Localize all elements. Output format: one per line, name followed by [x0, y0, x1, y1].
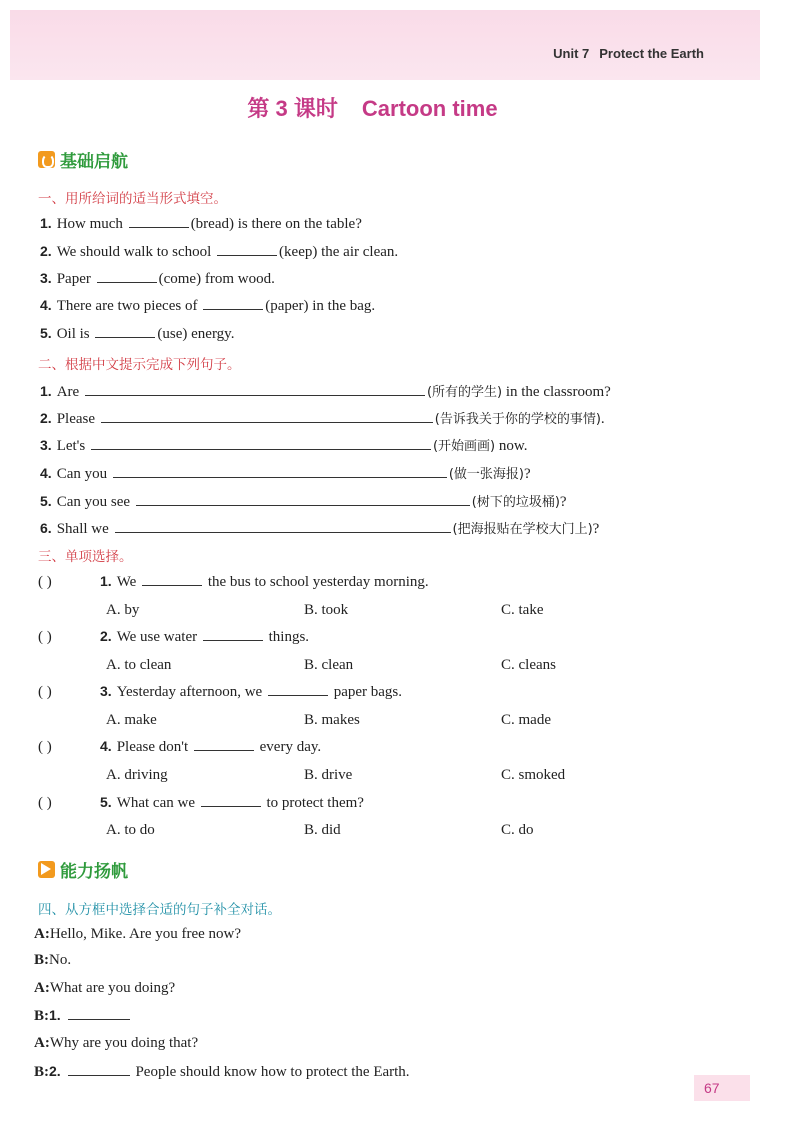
lesson-number: 第 3 课时	[247, 96, 338, 121]
fill-item-5: 5. Oil is (use) energy.	[40, 325, 235, 342]
part4-heading: 四、从方框中选择合适的句子补全对话。	[38, 902, 281, 918]
sail-icon	[38, 861, 55, 878]
part1-heading: 一、用所给词的适当形式填空。	[38, 191, 227, 207]
answer-blank[interactable]	[68, 1063, 130, 1076]
mc4-option-b[interactable]: B. drive	[304, 767, 353, 783]
mc2-option-a[interactable]: A. to clean	[106, 657, 172, 673]
mc5-option-b[interactable]: B. did	[304, 822, 341, 838]
answer-blank[interactable]	[217, 243, 277, 256]
unit-header	[553, 46, 704, 61]
answer-blank[interactable]	[115, 520, 451, 533]
lesson-title	[0, 92, 745, 123]
mc-item-5: ( ) 5. What can we to protect them?	[38, 794, 364, 811]
unit-label: Unit 7	[553, 46, 590, 61]
answer-blank[interactable]	[203, 628, 263, 641]
answer-blank[interactable]	[194, 738, 254, 751]
mc3-option-b[interactable]: B. makes	[304, 712, 360, 728]
mc5-option-c[interactable]: C. do	[501, 822, 534, 838]
mc3-option-c[interactable]: C. made	[501, 712, 551, 728]
section-ability-heading	[38, 857, 128, 882]
translate-item-4: 4. Can you (做一张海报)?	[40, 465, 531, 482]
mc2-option-b[interactable]: B. clean	[304, 657, 354, 673]
dialogue-line-3: A:What are you doing?	[34, 980, 176, 996]
section-ability-title: 能力扬帆	[60, 862, 128, 882]
dialogue-line-5: A:Why are you doing that?	[34, 1035, 199, 1051]
answer-blank[interactable]	[68, 1007, 130, 1020]
part2-heading: 二、根据中文提示完成下列句子。	[38, 357, 241, 373]
dialogue-line-4: B:1.	[34, 1007, 132, 1025]
fill-item-3: 3. Paper (come) from wood.	[40, 270, 275, 287]
page-number: 67	[694, 1075, 750, 1101]
mc1-option-c[interactable]: C. take	[501, 602, 544, 618]
answer-paren[interactable]: ( )	[38, 629, 52, 645]
answer-paren[interactable]: ( )	[38, 574, 52, 590]
answer-blank[interactable]	[113, 465, 447, 478]
mc2-option-c[interactable]: C. cleans	[501, 657, 556, 673]
footprint-icon	[38, 151, 55, 168]
mc-item-1: ( ) 1. We the bus to school yesterday morning.	[38, 573, 429, 590]
answer-blank[interactable]	[85, 383, 425, 396]
answer-blank[interactable]	[91, 437, 431, 450]
translate-item-2: 2. Please (告诉我关于你的学校的事情).	[40, 410, 605, 427]
mc4-option-c[interactable]: C. smoked	[501, 767, 566, 783]
answer-blank[interactable]	[142, 573, 202, 586]
translate-item-1: 1. Are (所有的学生) in the classroom?	[40, 383, 611, 400]
part3-heading: 三、单项选择。	[38, 549, 133, 565]
mc3-option-a[interactable]: A. make	[106, 712, 157, 728]
dialogue-line-6: B:2. People should know how to protect the Earth.	[34, 1063, 410, 1080]
fill-item-2: 2. We should walk to school (keep) the air clean.	[40, 243, 399, 260]
translate-item-5: 5. Can you see (树下的垃圾桶)?	[40, 493, 567, 510]
dialogue-line-1: A:Hello, Mike. Are you free now?	[34, 926, 242, 942]
mc1-option-b[interactable]: B. took	[304, 602, 349, 618]
dialogue-line-2: B:No.	[34, 952, 72, 968]
fill-item-1: 1. How much (bread) is there on the table?	[40, 215, 362, 232]
answer-blank[interactable]	[268, 683, 328, 696]
mc5-option-a[interactable]: A. to do	[106, 822, 155, 838]
answer-paren[interactable]: ( )	[38, 684, 52, 700]
fill-item-4: 4. There are two pieces of (paper) in the bag.	[40, 297, 376, 314]
mc1-option-a[interactable]: A. by	[106, 602, 140, 618]
lesson-topic: Cartoon time	[361, 96, 498, 121]
unit-title: Protect the Earth	[599, 46, 704, 61]
translate-item-6: 6. Shall we (把海报贴在学校大门上)?	[40, 520, 600, 537]
section-basic-title: 基础启航	[60, 152, 128, 172]
translate-item-3: 3. Let's (开始画画) now.	[40, 437, 528, 454]
answer-paren[interactable]: ( )	[38, 795, 52, 811]
answer-blank[interactable]	[136, 493, 470, 506]
mc4-option-a[interactable]: A. driving	[106, 767, 168, 783]
mc-item-3: ( ) 3. Yesterday afternoon, we paper bags.	[38, 683, 403, 700]
answer-blank[interactable]	[129, 215, 189, 228]
mc-item-2: ( ) 2. We use water things.	[38, 628, 310, 645]
answer-blank[interactable]	[101, 410, 433, 423]
header-band	[10, 10, 760, 80]
answer-paren[interactable]: ( )	[38, 739, 52, 755]
answer-blank[interactable]	[97, 270, 157, 283]
mc-item-4: ( ) 4. Please don't every day.	[38, 738, 322, 755]
answer-blank[interactable]	[203, 297, 263, 310]
answer-blank[interactable]	[95, 325, 155, 338]
section-basic-heading	[38, 147, 128, 172]
answer-blank[interactable]	[201, 794, 261, 807]
